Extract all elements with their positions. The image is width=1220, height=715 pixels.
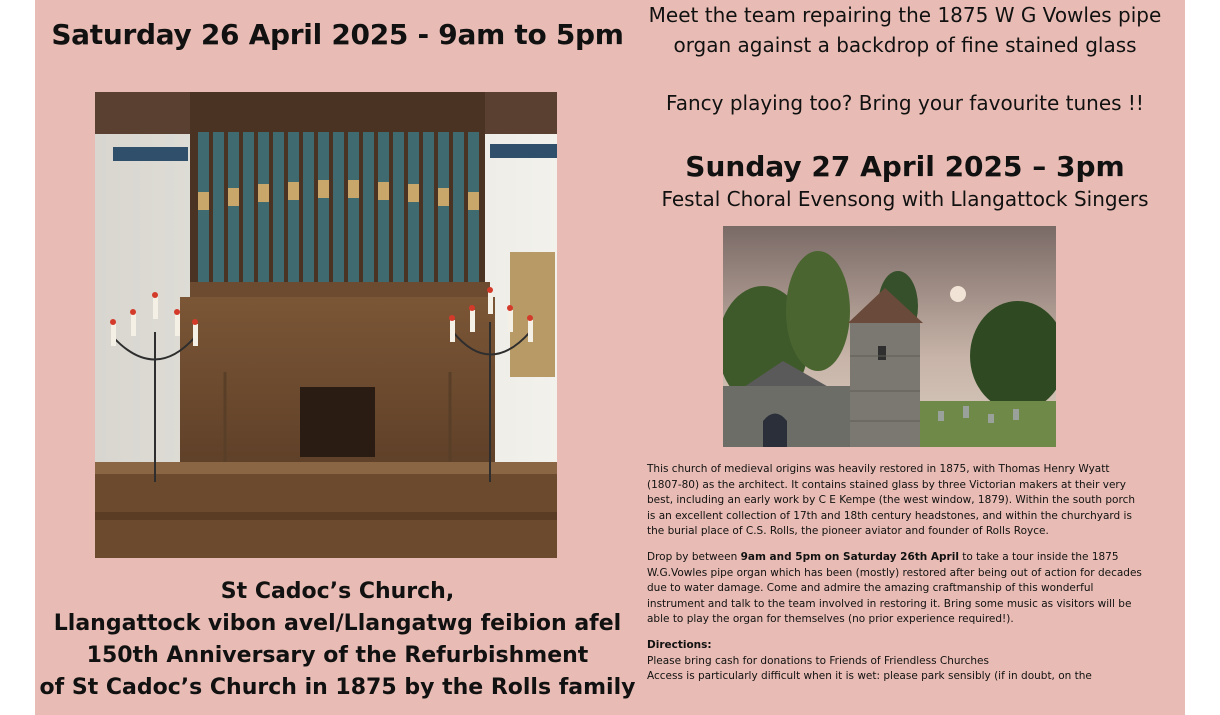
directions-block	[647, 638, 1145, 685]
evensong-subheading: Festal Choral Evensong with Llangattock Singers	[661, 187, 1149, 211]
event-poster	[35, 0, 1185, 715]
directions-line-2: Access is particularly difficult when it is wet: please park sensibly (if in doubt, on the	[647, 670, 1092, 683]
church-title	[35, 576, 640, 704]
church-exterior-photo	[723, 226, 1056, 447]
church-line-1: St Cadoc’s Church,	[220, 579, 455, 604]
intro-line-2: organ against a backdrop of fine stained glass	[673, 33, 1137, 57]
church-line-2: Llangattock vibon avel/Llangatwg feibion afel	[53, 611, 622, 636]
church-line-4: of St Cadoc’s Church in 1875 by the Rolls family	[39, 675, 636, 700]
directions-label: Directions:	[647, 638, 712, 651]
church-line-3: 150th Anniversary of the Refurbishment	[86, 643, 589, 668]
intro-text	[625, 0, 1185, 60]
event-description	[647, 462, 1145, 685]
dropby-text-pre: Drop by between	[647, 550, 741, 563]
saturday-heading: Saturday 26 April 2025 - 9am to 5pm	[51, 18, 624, 51]
sunday-heading: Sunday 27 April 2025 – 3pm	[685, 150, 1125, 183]
organ-photo	[95, 92, 557, 558]
dropby-text-post: to take a tour inside the 1875 W.G.Vowles pipe organ which has been (mostly) restored after being out of action for decades due to water damage. Come and admire the amazing craftmanship of this wonderful instrument and talk to the team involved in restoring it. Bring some music as visitors will be able to play the organ for themselves (no prior experience required!).	[647, 550, 1142, 626]
dropby-paragraph	[647, 550, 1145, 628]
dropby-text-bold: 9am and 5pm on Saturday 26th April	[740, 550, 959, 563]
intro-line-1: Meet the team repairing the 1875 W G Vowles pipe	[648, 3, 1162, 27]
fancy-playing-text: Fancy playing too? Bring your favourite tunes !!	[666, 91, 1144, 115]
history-paragraph: This church of medieval origins was heavily restored in 1875, with Thomas Henry Wyatt (1807-80) as the architect. It contains stained glass by three Victorian makers at their very best, including an early work by C E Kempe (the west window, 1879). Within the south porch is an excellent collection of 17th and 18th century headstones, and within the churchyard is the burial place of C.S. Rolls, the pioneer aviator and founder of Rolls Royce.	[647, 463, 1135, 538]
directions-line-1: Please bring cash for donations to Friends of Friendless Churches	[647, 654, 989, 667]
